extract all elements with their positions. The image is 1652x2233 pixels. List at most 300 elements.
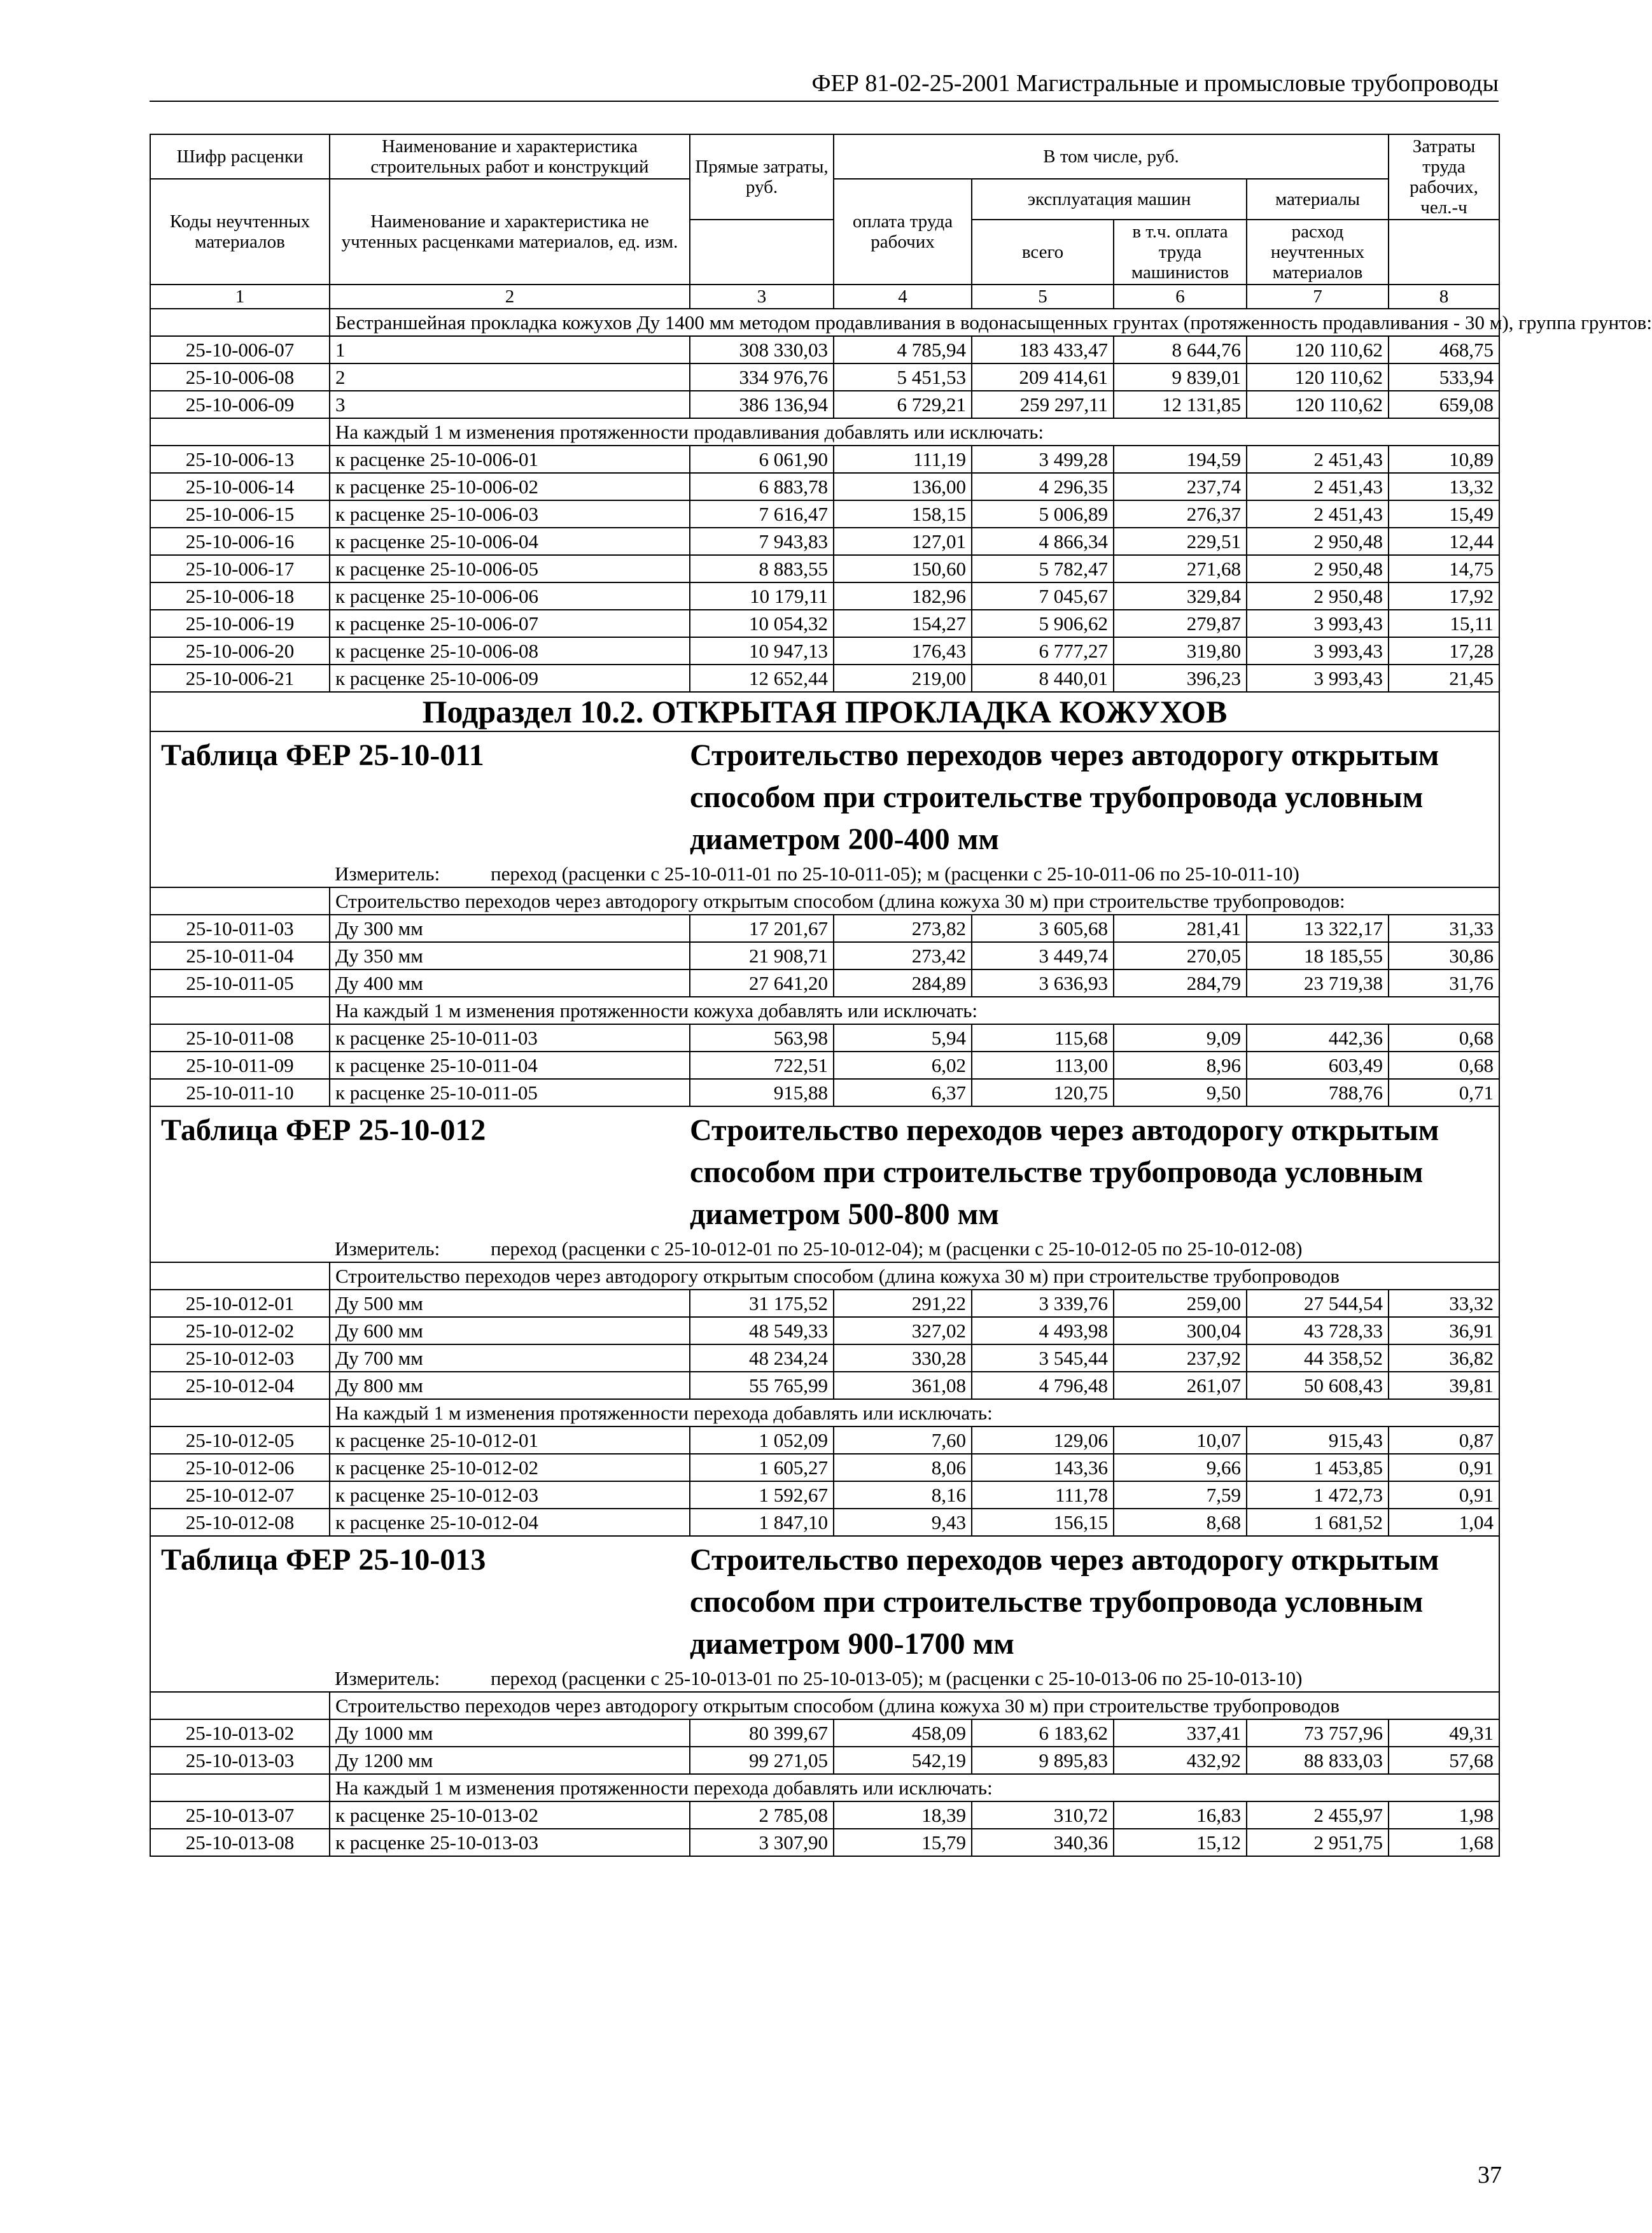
group-description-row: [150, 1774, 1499, 1801]
cell-value: 33,32: [1389, 1290, 1499, 1317]
cell-value: 0,91: [1389, 1454, 1499, 1481]
table-row: [150, 1426, 1499, 1454]
cell-value: 15,49: [1389, 500, 1499, 528]
cell-value: 9,09: [1114, 1024, 1247, 1052]
cell-value: 3 339,76: [972, 1290, 1114, 1317]
cell-value: 21 908,71: [690, 942, 834, 969]
cell-value: 17 201,67: [690, 915, 834, 942]
table-row: [150, 969, 1499, 997]
empty-cell: [150, 1236, 330, 1262]
cell-value: 0,91: [1389, 1481, 1499, 1509]
cell-code: 25-10-012-04: [150, 1372, 330, 1399]
cell-value: 7 616,47: [690, 500, 834, 528]
measure-label: Измеритель:: [335, 1667, 440, 1689]
cell-value: 5,94: [834, 1024, 972, 1052]
cell-code: 25-10-012-07: [150, 1481, 330, 1509]
table-row: [150, 637, 1499, 665]
cell-value: 310,72: [972, 1801, 1114, 1829]
cell-code: 25-10-006-07: [150, 336, 330, 363]
cell-value: 8,96: [1114, 1052, 1247, 1079]
cell-value: 120 110,62: [1247, 391, 1389, 418]
cell-value: 2 951,75: [1247, 1829, 1389, 1856]
cell-code: 25-10-012-08: [150, 1509, 330, 1536]
measure-value: переход (расценки с 25-10-013-01 по 25-10-013-05); м (расценки с 25-10-013-06 по 25-10-013-10): [491, 1667, 1303, 1689]
cell-value: 17,92: [1389, 582, 1499, 610]
cell-name: Ду 350 мм: [330, 942, 690, 969]
col-header-materials-code: Коды неучтенных материалов: [150, 179, 330, 285]
column-number: 3: [690, 285, 834, 309]
cell-value: 39,81: [1389, 1372, 1499, 1399]
cell-value: 31,33: [1389, 915, 1499, 942]
table-row: [150, 473, 1499, 500]
measure-cell: [330, 861, 1499, 887]
cell-value: 259,00: [1114, 1290, 1247, 1317]
cell-name: к расценке 25-10-006-09: [330, 665, 690, 692]
cell-code: 25-10-011-10: [150, 1079, 330, 1106]
cell-code: 25-10-006-09: [150, 391, 330, 418]
cell-value: 143,36: [972, 1454, 1114, 1481]
cell-value: 533,94: [1389, 363, 1499, 391]
table-row: [150, 1801, 1499, 1829]
cell-value: 5 906,62: [972, 610, 1114, 637]
cell-code: 25-10-006-08: [150, 363, 330, 391]
table-number: Таблица ФЕР 25-10-012: [150, 1106, 690, 1236]
cell-name: к расценке 25-10-006-03: [330, 500, 690, 528]
table-title: Строительство переходов через автодорогу открытым способом при строительстве трубопровода условным диаметром 900-1700 мм: [690, 1536, 1499, 1665]
cell-code: 25-10-011-04: [150, 942, 330, 969]
cell-value: 270,05: [1114, 942, 1247, 969]
empty-cell: [150, 997, 330, 1024]
cell-value: 5 451,53: [834, 363, 972, 391]
group-description-row: [150, 309, 1499, 336]
cell-code: 25-10-011-03: [150, 915, 330, 942]
cell-value: 0,87: [1389, 1426, 1499, 1454]
cell-value: 57,68: [1389, 1747, 1499, 1774]
cell-value: 9,50: [1114, 1079, 1247, 1106]
empty-cell: [150, 418, 330, 446]
cell-value: 337,41: [1114, 1719, 1247, 1747]
cell-value: 334 976,76: [690, 363, 834, 391]
empty-cell: [150, 1399, 330, 1426]
cell-value: 9 839,01: [1114, 363, 1247, 391]
empty-cell: [150, 1692, 330, 1719]
cell-value: 6 729,21: [834, 391, 972, 418]
cell-value: 2 455,97: [1247, 1801, 1389, 1829]
cell-name: 1: [330, 336, 690, 363]
cell-value: 7,60: [834, 1426, 972, 1454]
cell-value: 3 307,90: [690, 1829, 834, 1856]
cell-value: 156,15: [972, 1509, 1114, 1536]
cell-name: Ду 500 мм: [330, 1290, 690, 1317]
table-title-row: [150, 1536, 1499, 1665]
cell-value: 1 847,10: [690, 1509, 834, 1536]
empty-cell: [150, 1262, 330, 1290]
cell-value: 237,74: [1114, 473, 1247, 500]
table-title: Строительство переходов через автодорогу открытым способом при строительстве трубопровода условным диаметром 500-800 мм: [690, 1106, 1499, 1236]
cell-value: 27 544,54: [1247, 1290, 1389, 1317]
cell-code: 25-10-012-05: [150, 1426, 330, 1454]
cell-value: 284,79: [1114, 969, 1247, 997]
table-row: [150, 610, 1499, 637]
cell-value: 2 785,08: [690, 1801, 834, 1829]
cell-name: к расценке 25-10-011-04: [330, 1052, 690, 1079]
col-header-wages: оплата труда рабочих: [834, 179, 972, 285]
cell-name: к расценке 25-10-006-08: [330, 637, 690, 665]
cell-value: 136,00: [834, 473, 972, 500]
cell-name: к расценке 25-10-011-05: [330, 1079, 690, 1106]
page-header: ФЕР 81-02-25-2001 Магистральные и промысловые трубопроводы: [150, 69, 1499, 102]
column-number: 6: [1114, 285, 1247, 309]
table-row: [150, 1719, 1499, 1747]
cell-value: 261,07: [1114, 1372, 1247, 1399]
cell-name: к расценке 25-10-011-03: [330, 1024, 690, 1052]
table-row: [150, 582, 1499, 610]
cell-name: к расценке 25-10-013-03: [330, 1829, 690, 1856]
cell-value: 16,83: [1114, 1801, 1247, 1829]
cell-value: 330,28: [834, 1344, 972, 1372]
empty-cell: [150, 309, 330, 336]
cell-value: 2 950,48: [1247, 582, 1389, 610]
cell-code: 25-10-011-05: [150, 969, 330, 997]
cell-name: к расценке 25-10-012-03: [330, 1481, 690, 1509]
cell-code: 25-10-006-17: [150, 555, 330, 582]
cell-value: 432,92: [1114, 1747, 1247, 1774]
cell-value: 6 061,90: [690, 446, 834, 473]
measure-row: [150, 1236, 1499, 1262]
cell-value: 23 719,38: [1247, 969, 1389, 997]
table-number: Таблица ФЕР 25-10-011: [150, 731, 690, 861]
group-description-row: [150, 997, 1499, 1024]
measure-value: переход (расценки с 25-10-011-01 по 25-10-011-05); м (расценки с 25-10-011-06 по 25-10-011-10): [491, 863, 1299, 885]
cell-value: 0,71: [1389, 1079, 1499, 1106]
cell-code: 25-10-006-16: [150, 528, 330, 555]
cell-value: 3 993,43: [1247, 610, 1389, 637]
table-row: [150, 1290, 1499, 1317]
table-row: [150, 942, 1499, 969]
cell-value: 150,60: [834, 555, 972, 582]
cell-value: 2 950,48: [1247, 555, 1389, 582]
cell-name: Ду 600 мм: [330, 1317, 690, 1344]
measure-row: [150, 1665, 1499, 1692]
cell-code: 25-10-013-07: [150, 1801, 330, 1829]
cell-value: 1 605,27: [690, 1454, 834, 1481]
cell-value: 2 950,48: [1247, 528, 1389, 555]
table-title-row: [150, 1106, 1499, 1236]
cell-name: Ду 1200 мм: [330, 1747, 690, 1774]
column-number: 5: [972, 285, 1114, 309]
cell-value: 279,87: [1114, 610, 1247, 637]
cell-value: 327,02: [834, 1317, 972, 1344]
cell-value: 48 549,33: [690, 1317, 834, 1344]
cell-value: 88 833,03: [1247, 1747, 1389, 1774]
cell-code: 25-10-012-06: [150, 1454, 330, 1481]
column-numbers-row: [150, 285, 1499, 309]
cell-value: 10 179,11: [690, 582, 834, 610]
cell-value: 4 785,94: [834, 336, 972, 363]
col-header-labor: Затраты труда рабочих, чел.-ч: [1389, 134, 1499, 220]
group-description: Бестраншейная прокладка кожухов Ду 1400 мм методом продавливания в водонасыщенных грунтах (протяженность продавливания - 30 м), группа грунтов:: [330, 309, 1499, 336]
cell-name: 2: [330, 363, 690, 391]
cell-code: 25-10-012-01: [150, 1290, 330, 1317]
cell-value: 1 681,52: [1247, 1509, 1389, 1536]
cell-value: 319,80: [1114, 637, 1247, 665]
page-number: 37: [1478, 2162, 1502, 2188]
group-description: Строительство переходов через автодорогу открытым способом (длина кожуха 30 м) при строительстве трубопроводов: [330, 1692, 1499, 1719]
table-body: [150, 309, 1652, 1856]
table-row: [150, 555, 1499, 582]
cell-value: 3 993,43: [1247, 637, 1389, 665]
col-header-code: Шифр расценки: [150, 134, 330, 179]
cell-value: 129,06: [972, 1426, 1114, 1454]
cell-name: к расценке 25-10-012-04: [330, 1509, 690, 1536]
empty-cell: [150, 861, 330, 887]
table-row: [150, 1829, 1499, 1856]
col-header-material-use: расход неучтенных материалов: [1247, 220, 1389, 285]
table-row: [150, 1747, 1499, 1774]
col-header-name: Наименование и характеристика строительных работ и конструкций: [330, 134, 690, 179]
measure-row: [150, 861, 1499, 887]
group-description: Строительство переходов через автодорогу открытым способом (длина кожуха 30 м) при строительстве трубопроводов: [330, 1262, 1499, 1290]
cell-value: 542,19: [834, 1747, 972, 1774]
cell-value: 2 451,43: [1247, 473, 1389, 500]
cell-value: 1 453,85: [1247, 1454, 1389, 1481]
group-description-row: [150, 1262, 1499, 1290]
cell-value: 6 183,62: [972, 1719, 1114, 1747]
cell-value: 8 883,55: [690, 555, 834, 582]
cell-value: 3 605,68: [972, 915, 1114, 942]
measure-label: Измеритель:: [335, 863, 440, 885]
cell-value: 442,36: [1247, 1024, 1389, 1052]
cell-value: 468,75: [1389, 336, 1499, 363]
cell-value: 31 175,52: [690, 1290, 834, 1317]
cell-value: 4 796,48: [972, 1372, 1114, 1399]
cell-value: 120 110,62: [1247, 336, 1389, 363]
cell-name: 3: [330, 391, 690, 418]
column-number: 7: [1247, 285, 1389, 309]
table-title-row: [150, 731, 1499, 861]
cell-value: 284,89: [834, 969, 972, 997]
cell-name: Ду 700 мм: [330, 1344, 690, 1372]
cell-value: 8,68: [1114, 1509, 1247, 1536]
table-row: [150, 500, 1499, 528]
table-row: [150, 1454, 1499, 1481]
cell-value: 340,36: [972, 1829, 1114, 1856]
measure-cell: [330, 1236, 1499, 1262]
cell-value: 158,15: [834, 500, 972, 528]
cell-value: 0,68: [1389, 1052, 1499, 1079]
cell-value: 229,51: [1114, 528, 1247, 555]
cell-value: 4 493,98: [972, 1317, 1114, 1344]
cell-value: 113,00: [972, 1052, 1114, 1079]
table-row: [150, 336, 1499, 363]
cell-code: 25-10-006-19: [150, 610, 330, 637]
cell-value: 273,42: [834, 942, 972, 969]
cell-value: 281,41: [1114, 915, 1247, 942]
col-header-labor-cont: [1389, 220, 1499, 285]
cell-value: 5 006,89: [972, 500, 1114, 528]
cell-value: 8,06: [834, 1454, 972, 1481]
cell-value: 9 895,83: [972, 1747, 1114, 1774]
cell-value: 659,08: [1389, 391, 1499, 418]
cell-name: Ду 800 мм: [330, 1372, 690, 1399]
table-row: [150, 1079, 1499, 1106]
col-header-incl: В том числе, руб.: [834, 134, 1389, 179]
col-header-direct-cont: [690, 220, 834, 285]
cell-code: 25-10-006-15: [150, 500, 330, 528]
cell-value: 182,96: [834, 582, 972, 610]
group-description-row: [150, 1692, 1499, 1719]
cell-value: 12 131,85: [1114, 391, 1247, 418]
cell-value: 0,68: [1389, 1024, 1499, 1052]
cell-code: 25-10-006-21: [150, 665, 330, 692]
cell-value: 219,00: [834, 665, 972, 692]
cell-value: 271,68: [1114, 555, 1247, 582]
cell-name: к расценке 25-10-006-02: [330, 473, 690, 500]
cell-value: 1 472,73: [1247, 1481, 1389, 1509]
cell-value: 12 652,44: [690, 665, 834, 692]
cell-value: 36,82: [1389, 1344, 1499, 1372]
cell-value: 2 451,43: [1247, 446, 1389, 473]
cell-value: 10 054,32: [690, 610, 834, 637]
cell-value: 9,43: [834, 1509, 972, 1536]
cell-name: к расценке 25-10-012-02: [330, 1454, 690, 1481]
cell-value: 50 608,43: [1247, 1372, 1389, 1399]
cell-value: 361,08: [834, 1372, 972, 1399]
cell-value: 154,27: [834, 610, 972, 637]
column-number: 1: [150, 285, 330, 309]
cell-value: 111,78: [972, 1481, 1114, 1509]
group-description-row: [150, 1399, 1499, 1426]
cell-value: 10,07: [1114, 1426, 1247, 1454]
group-description: На каждый 1 м изменения протяженности продавливания добавлять или исключать:: [330, 418, 1499, 446]
cell-value: 15,79: [834, 1829, 972, 1856]
cell-code: 25-10-013-03: [150, 1747, 330, 1774]
cell-code: 25-10-011-08: [150, 1024, 330, 1052]
cell-value: 48 234,24: [690, 1344, 834, 1372]
cell-value: 36,91: [1389, 1317, 1499, 1344]
cell-value: 5 782,47: [972, 555, 1114, 582]
cell-value: 43 728,33: [1247, 1317, 1389, 1344]
cell-code: 25-10-006-20: [150, 637, 330, 665]
cell-value: 7 943,83: [690, 528, 834, 555]
table-row: [150, 446, 1499, 473]
cell-value: 13,32: [1389, 473, 1499, 500]
cell-value: 1,04: [1389, 1509, 1499, 1536]
table-row: [150, 391, 1499, 418]
col-header-materials: материалы: [1247, 179, 1389, 220]
cell-code: 25-10-006-18: [150, 582, 330, 610]
cell-value: 14,75: [1389, 555, 1499, 582]
cell-value: 603,49: [1247, 1052, 1389, 1079]
cell-code: 25-10-012-03: [150, 1344, 330, 1372]
column-number: 8: [1389, 285, 1499, 309]
cell-value: 300,04: [1114, 1317, 1247, 1344]
cell-name: к расценке 25-10-006-04: [330, 528, 690, 555]
cell-value: 273,82: [834, 915, 972, 942]
cell-value: 9,66: [1114, 1454, 1247, 1481]
cell-value: 396,23: [1114, 665, 1247, 692]
col-header-direct: Прямые затраты, руб.: [690, 134, 834, 220]
cell-value: 21,45: [1389, 665, 1499, 692]
cell-value: 10,89: [1389, 446, 1499, 473]
cell-name: к расценке 25-10-006-06: [330, 582, 690, 610]
cell-value: 31,76: [1389, 969, 1499, 997]
cell-value: 10 947,13: [690, 637, 834, 665]
cell-value: 6 777,27: [972, 637, 1114, 665]
table-header: [150, 134, 1499, 309]
cell-value: 44 358,52: [1247, 1344, 1389, 1372]
cell-code: 25-10-006-14: [150, 473, 330, 500]
cell-value: 3 499,28: [972, 446, 1114, 473]
cell-value: 183 433,47: [972, 336, 1114, 363]
cell-value: 276,37: [1114, 500, 1247, 528]
cell-value: 3 545,44: [972, 1344, 1114, 1372]
table-row: [150, 1481, 1499, 1509]
cell-value: 18,39: [834, 1801, 972, 1829]
cell-value: 120,75: [972, 1079, 1114, 1106]
cell-value: 18 185,55: [1247, 942, 1389, 969]
cell-value: 458,09: [834, 1719, 972, 1747]
cell-name: к расценке 25-10-006-01: [330, 446, 690, 473]
cell-value: 308 330,03: [690, 336, 834, 363]
cell-value: 80 399,67: [690, 1719, 834, 1747]
cell-code: 25-10-011-09: [150, 1052, 330, 1079]
cell-value: 49,31: [1389, 1719, 1499, 1747]
cell-value: 3 449,74: [972, 942, 1114, 969]
cell-value: 209 414,61: [972, 363, 1114, 391]
subsection-row: [150, 692, 1499, 731]
cell-name: Ду 300 мм: [330, 915, 690, 942]
cell-value: 176,43: [834, 637, 972, 665]
cell-value: 15,11: [1389, 610, 1499, 637]
cell-code: 25-10-006-13: [150, 446, 330, 473]
cell-name: Ду 1000 мм: [330, 1719, 690, 1747]
cell-name: Ду 400 мм: [330, 969, 690, 997]
cell-name: к расценке 25-10-013-02: [330, 1801, 690, 1829]
table-row: [150, 1317, 1499, 1344]
cell-value: 30,86: [1389, 942, 1499, 969]
table-row: [150, 1052, 1499, 1079]
cell-value: 12,44: [1389, 528, 1499, 555]
cell-name: к расценке 25-10-006-05: [330, 555, 690, 582]
table-row: [150, 665, 1499, 692]
col-header-machines-total: всего: [972, 220, 1114, 285]
col-header-machinist-wages: в т.ч. оплата труда машинистов: [1114, 220, 1247, 285]
table-title: Строительство переходов через автодорогу открытым способом при строительстве трубопровода условным диаметром 200-400 мм: [690, 731, 1499, 861]
cell-value: 1,68: [1389, 1829, 1499, 1856]
cell-value: 7,59: [1114, 1481, 1247, 1509]
cell-value: 6,37: [834, 1079, 972, 1106]
group-description: На каждый 1 м изменения протяженности перехода добавлять или исключать:: [330, 1399, 1499, 1426]
cell-value: 6,02: [834, 1052, 972, 1079]
table-row: [150, 528, 1499, 555]
empty-cell: [150, 1665, 330, 1692]
cell-name: к расценке 25-10-006-07: [330, 610, 690, 637]
measure-label: Измеритель:: [335, 1237, 440, 1260]
table-row: [150, 1372, 1499, 1399]
empty-cell: [150, 887, 330, 915]
cell-value: 291,22: [834, 1290, 972, 1317]
cell-value: 15,12: [1114, 1829, 1247, 1856]
group-description: На каждый 1 м изменения протяженности кожуха добавлять или исключать:: [330, 997, 1499, 1024]
measure-value: переход (расценки с 25-10-012-01 по 25-10-012-04); м (расценки с 25-10-012-05 по 25-10-012-08): [491, 1237, 1303, 1260]
table-row: [150, 1344, 1499, 1372]
subsection-title: Подраздел 10.2. ОТКРЫТАЯ ПРОКЛАДКА КОЖУХОВ: [150, 692, 1499, 731]
table-row: [150, 1509, 1499, 1536]
cell-value: 8,16: [834, 1481, 972, 1509]
cell-value: 3 636,93: [972, 969, 1114, 997]
cell-value: 3 993,43: [1247, 665, 1389, 692]
